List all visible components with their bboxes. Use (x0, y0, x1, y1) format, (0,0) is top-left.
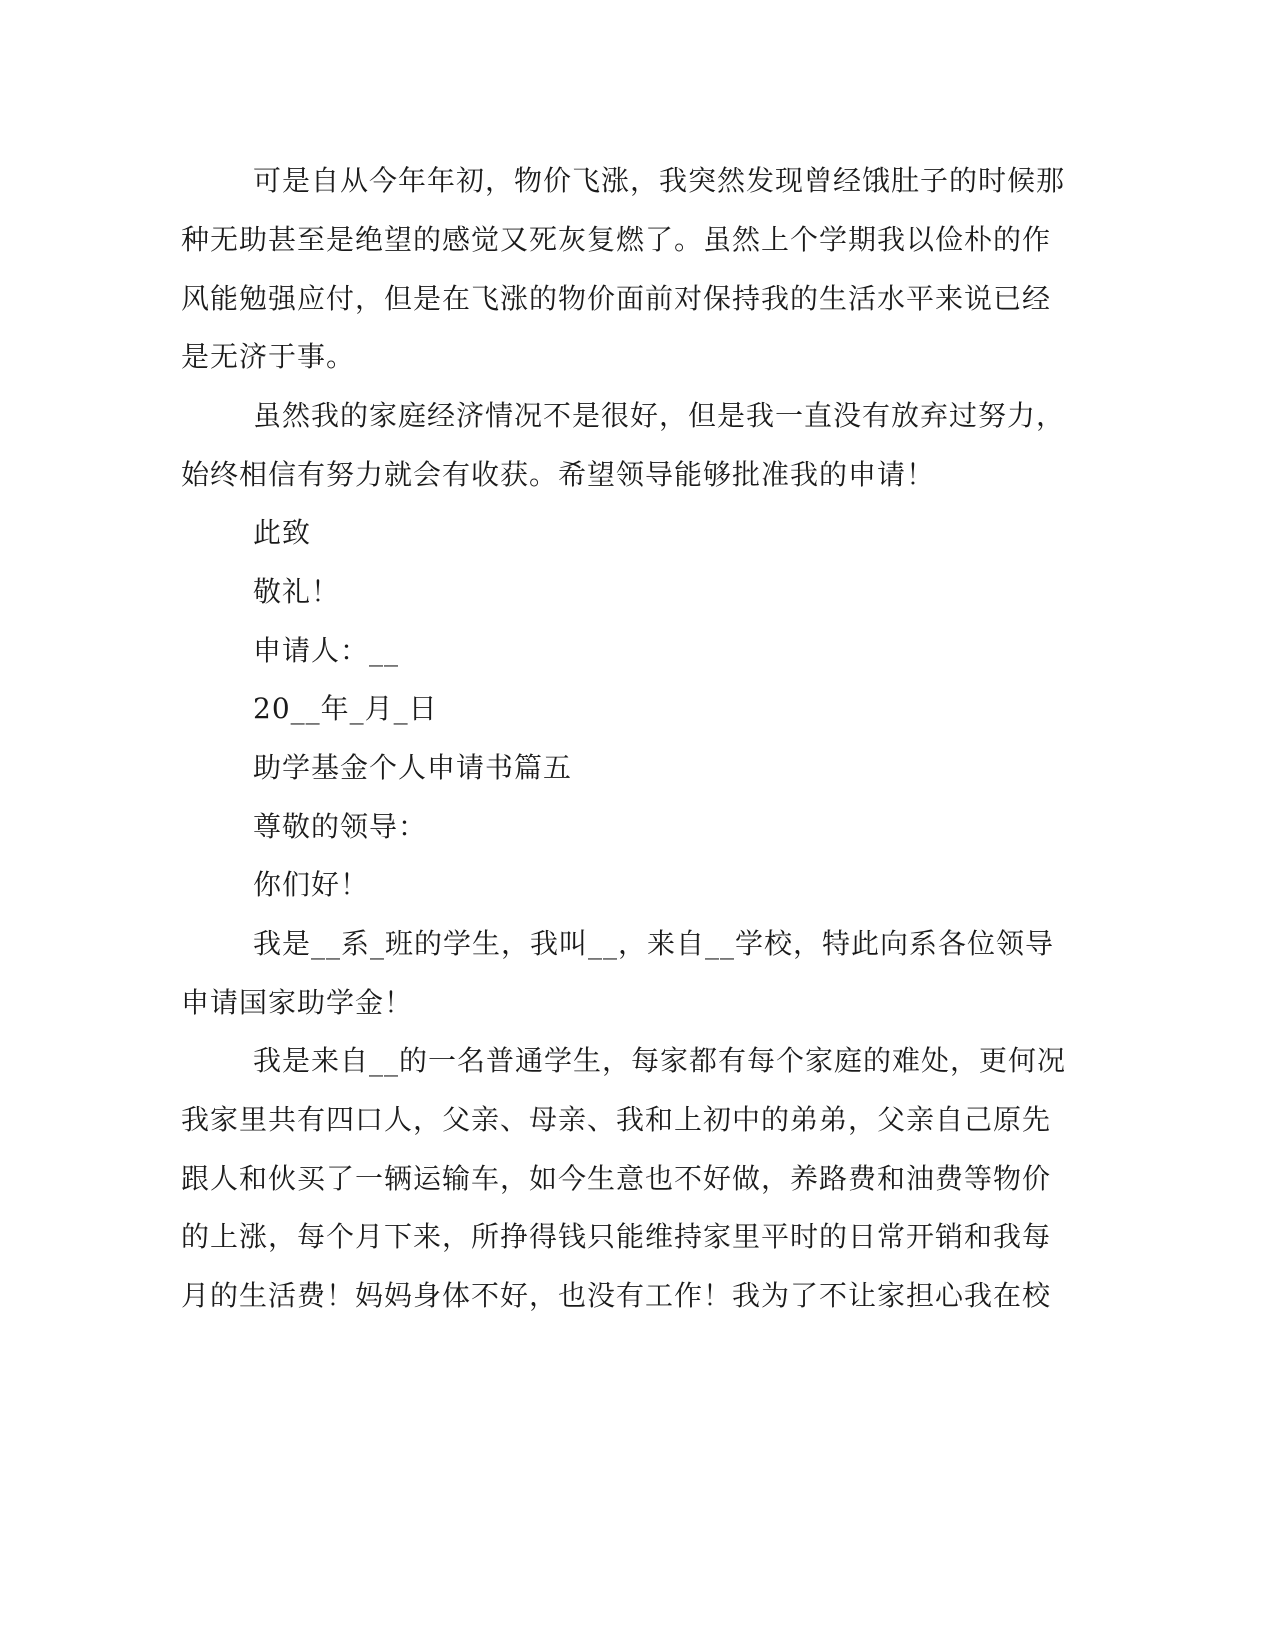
applicant-line: 申请人：__ (253, 634, 400, 667)
paragraph-line: 我家里共有四口人，父亲、母亲、我和上初中的弟弟，父亲自己原先 (181, 1103, 1052, 1136)
paragraph-line: 可是自从今年年初，物价飞涨，我突然发现曾经饿肚子的时候那 (253, 164, 1066, 197)
paragraph-line: 种无助甚至是绝望的感觉又死灰复燃了。虽然上个学期我以俭朴的作 (181, 223, 1052, 256)
paragraph-line: 是无济于事。 (181, 340, 356, 373)
date-line: 20__年_月_日 (253, 692, 438, 725)
paragraph-line: 始终相信有努力就会有收获。希望领导能够批准我的申请！ (181, 458, 936, 491)
greeting-line: 你们好！ (253, 868, 370, 901)
paragraph-line: 的上涨，每个月下来，所挣得钱只能维持家里平时的日常开销和我每 (181, 1220, 1052, 1253)
paragraph-line: 风能勉强应付，但是在飞涨的物价面前对保持我的生活水平来说已经 (181, 282, 1052, 315)
paragraph-line: 我是来自__的一名普通学生，每家都有每个家庭的难处，更何况 (253, 1044, 1067, 1077)
paragraph-line: 月的生活费！妈妈身体不好，也没有工作！我为了不让家担心我在校 (181, 1279, 1052, 1312)
greeting-line: 尊敬的领导： (253, 810, 428, 843)
paragraph-line: 跟人和伙买了一辆运输车，如今生意也不好做，养路费和油费等物价 (181, 1162, 1052, 1195)
salutation-line: 敬礼！ (253, 575, 341, 608)
paragraph-line: 申请国家助学金！ (181, 986, 414, 1019)
closing-line: 此致 (253, 516, 312, 549)
paragraph-line: 虽然我的家庭经济情况不是很好，但是我一直没有放弃过努力， (253, 399, 1066, 432)
paragraph-line: 我是__系_班的学生，我叫__，来自__学校，特此向系各位领导 (253, 927, 1055, 960)
section-title: 助学基金个人申请书篇五 (253, 751, 573, 784)
